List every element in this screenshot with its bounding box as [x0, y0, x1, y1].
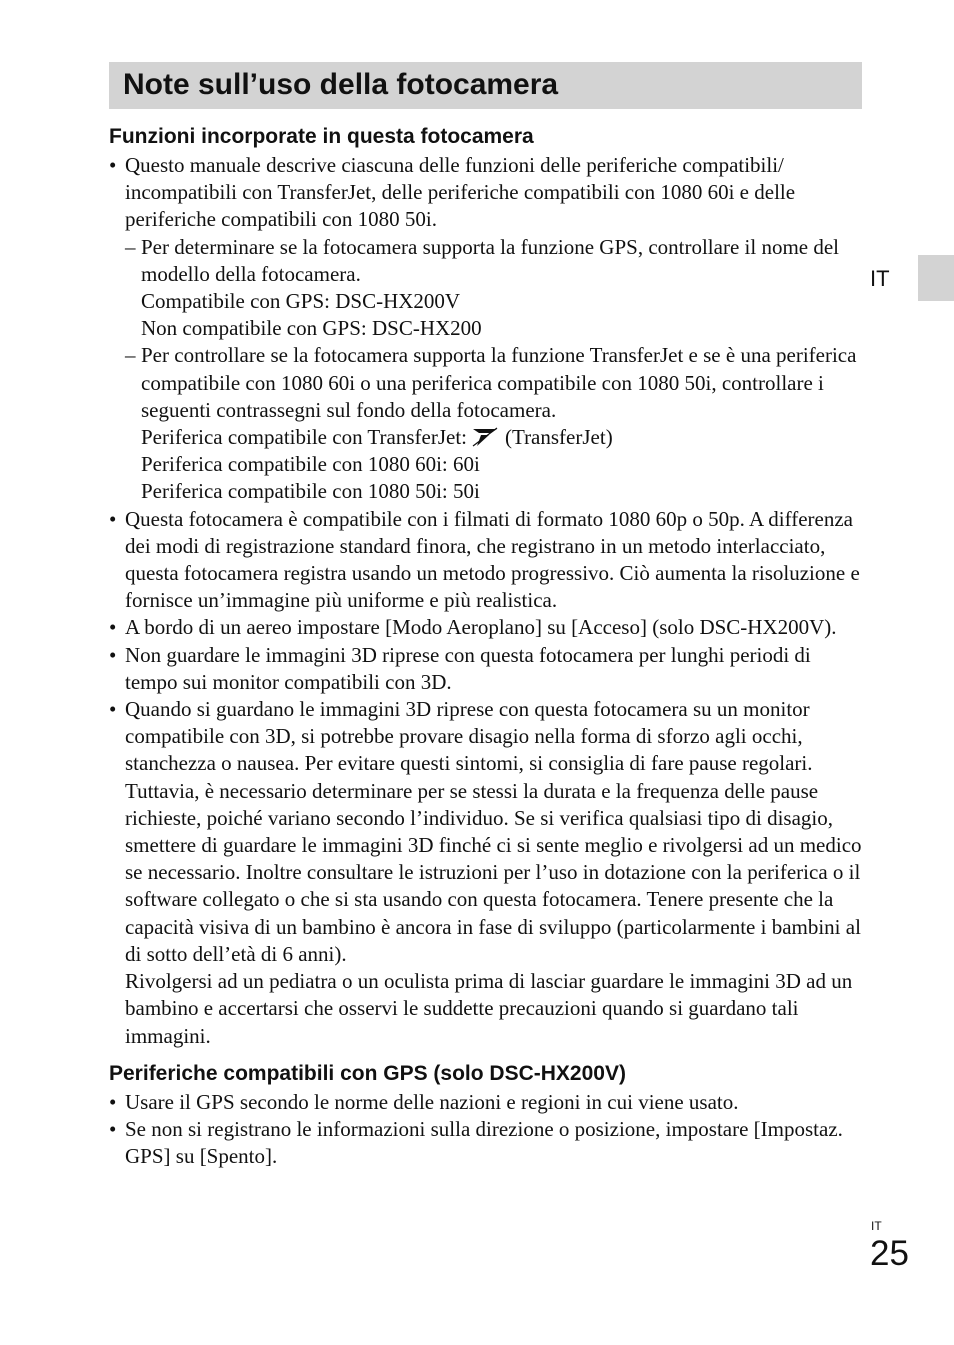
bullet-3d-long-viewing: • Non guardare le immagini 3D riprese con questa fotocamera per lunghi periodi di tempo sui monitor compatibili con 3D.: [109, 642, 864, 696]
bullet-gps-settings-off: • Se non si registrano le informazioni sulla direzione o posizione, impostare [Impostaz. GPS] su [Spento].: [109, 1116, 864, 1170]
transferjet-mark-line: [109, 424, 864, 451]
transferjet-mark-text: (TransferJet): [504, 425, 613, 450]
bullet-airplane-mode: • A bordo di un aereo impostare [Modo Aeroplano] su [Acceso] (solo DSC-HX200V).: [109, 614, 864, 641]
mark-60i-line: Periferica compatibile con 1080 60i: 60i: [141, 452, 480, 477]
bullet-gps-regulations: • Usare il GPS secondo le norme delle nazioni e regioni in cui viene usato.: [109, 1089, 864, 1116]
bullet-3d-children-advice: Rivolgersi ad un pediatra o un oculista prima di lasciar guardare le immagini 3D ad un bambino e accertarsi che osservi le suddette precauzioni quando si guardano tali immagini.: [125, 969, 853, 1048]
mark-50i-line: Periferica compatibile con 1080 50i: 50i: [141, 479, 480, 504]
footer-language-label: IT: [871, 1219, 882, 1233]
side-language-label: IT: [870, 266, 890, 291]
page-number: 25: [870, 1234, 909, 1273]
bullet-manual-description: • Questo manuale descrive ciascuna delle funzioni delle periferiche compatibili/ incompatibili con TransferJet, delle periferiche compatibili con 1080 60i e delle periferiche compatibili con 1080 50i.: [109, 152, 864, 234]
title-bar: [109, 62, 862, 109]
bullet-3d-discomfort: • Quando si guardano le immagini 3D riprese con questa fotocamera su un monitor compatibile con 3D, si potrebbe provare disagio nella forma di sforzo agli occhi, stanchezza o nausea. Per evitare questi sintomi, si consiglia di fare pause regolari. Tuttavia, è necessario determinare per se stessi la durata e la frequenza delle pause richieste, poiché variano secondo l’individuo. Se si verifica qualsiasi tipo di disagio, smettere di guardare le immagini 3D finché ci si sente meglio e rivolgersi ad un medico se necessario. Inoltre consultare le istruzioni per l’uso in dotazione con la periferica o il software collegato o che si sta usando con questa fotocamera. Tenere presente che la capacità visiva di un bambino è ancora in fase di sviluppo (particolarmente i bambini al di sotto dell’età di 6 anni).: [109, 696, 864, 968]
dash-gps-check: – Per determinare se la fotocamera supporta la funzione GPS, controllare il nome del modello della fotocamera.: [109, 234, 864, 288]
gps-compatible-model: Compatibile con GPS: DSC-HX200V: [141, 289, 461, 314]
bullet-progressive-format: • Questa fotocamera è compatibile con i filmati di formato 1080 60p o 50p. A differenza dei modi di registrazione standard finora, che registrano in un metodo interlacciato, questa fotocamera registra usando un metodo progressivo. Ciò aumenta la risoluzione e fornisce un’immagine più uniforme e più realistica.: [109, 506, 864, 615]
main-content: [109, 122, 864, 1170]
transferjet-icon: [471, 427, 499, 447]
gps-not-compatible-model: Non compatibile con GPS: DSC-HX200: [141, 316, 482, 341]
section-heading-gps-devices: Periferiche compatibili con GPS (solo DSC-HX200V): [109, 1061, 626, 1085]
dash-transferjet-check: – Per controllare se la fotocamera supporta la funzione TransferJet e se è una periferica compatibile con 1080 60i o una periferica compatibile con 1080 50i, controllare i seguenti contrassegni sul fondo della fotocamera.: [109, 342, 864, 424]
language-side-tab: [918, 255, 954, 301]
section-heading-built-in-functions: Funzioni incorporate in questa fotocamera: [109, 125, 534, 148]
transferjet-label: Periferica compatibile con TransferJet:: [141, 425, 467, 450]
page-title: Note sull’uso della fotocamera: [123, 68, 559, 101]
